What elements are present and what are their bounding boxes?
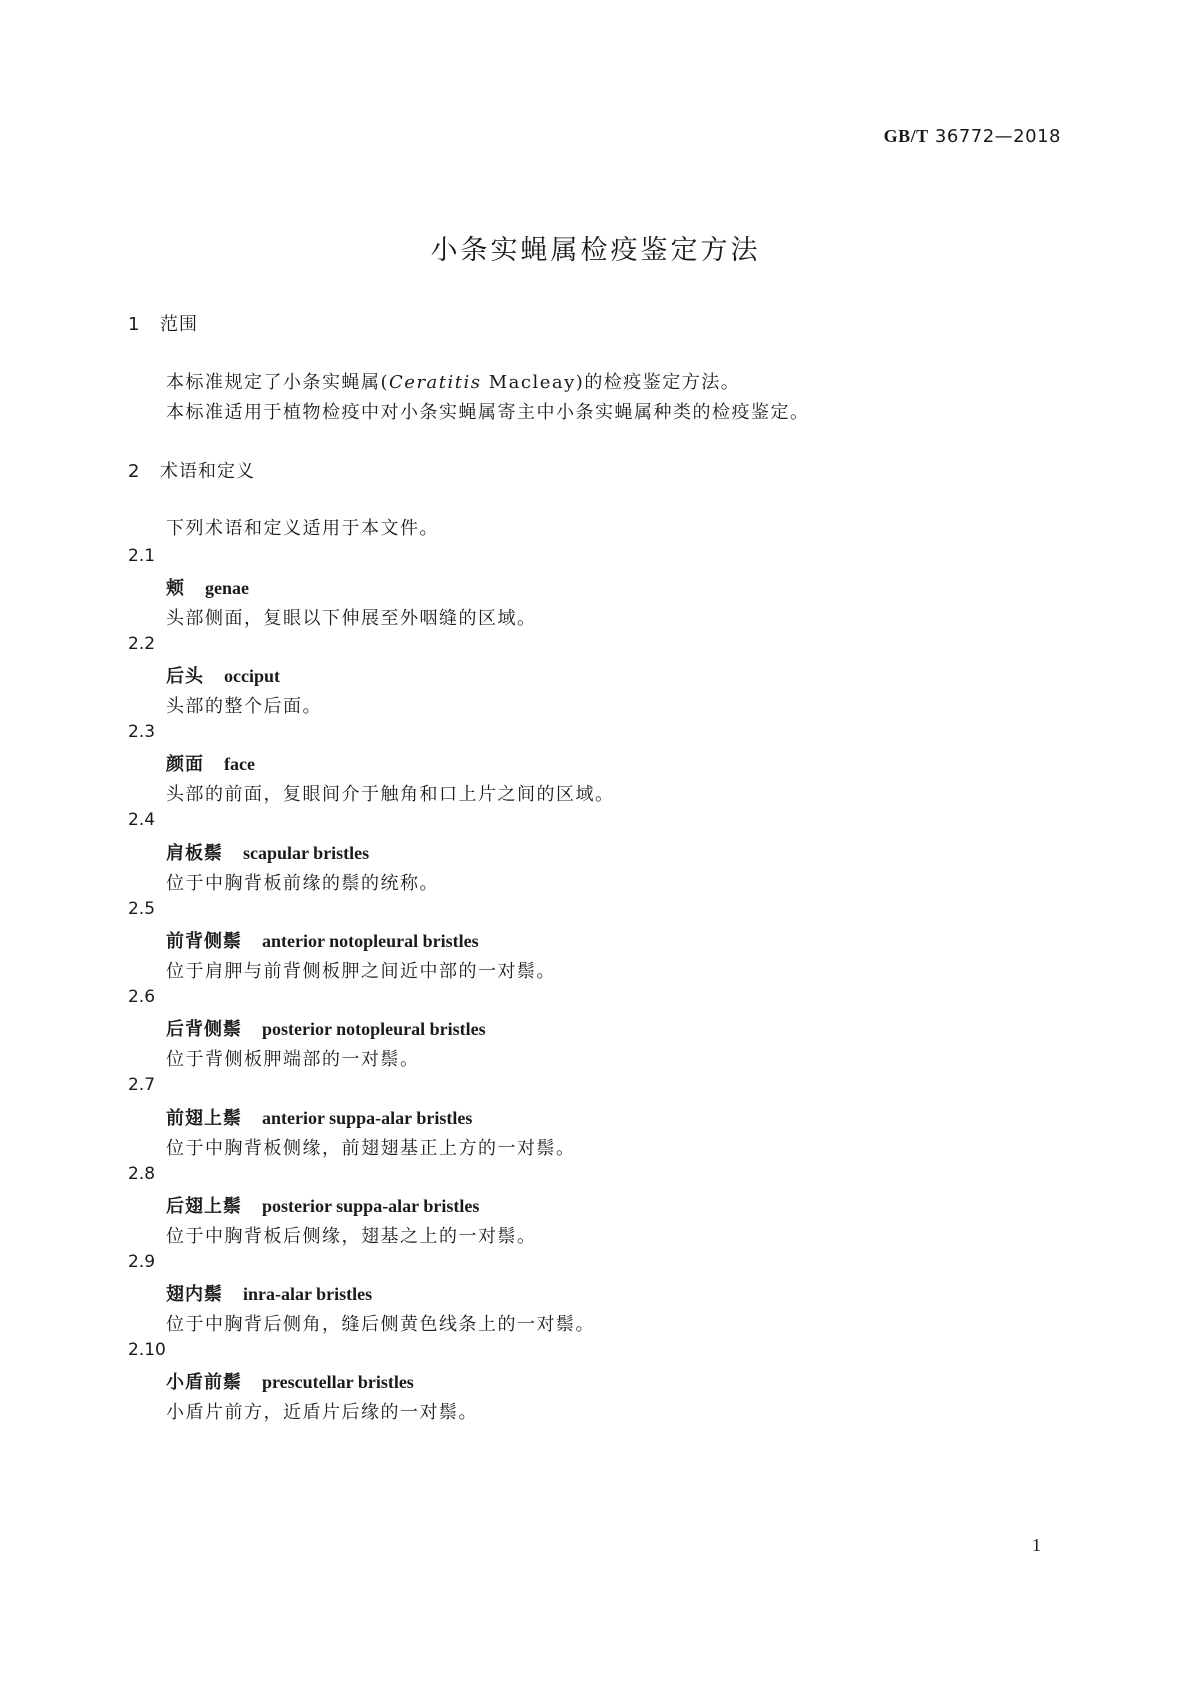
term-zh: 颜面 [166,754,204,775]
term-definition: 位于中胸背板前缘的鬃的统称。 [166,873,439,894]
page-number: 1 [1032,1535,1041,1555]
term-definition: 位于背侧板胛端部的一对鬃。 [166,1049,420,1070]
document-title: 小条实蝇属检疫鉴定方法 [430,235,761,266]
term-number: 2.4 [128,810,156,830]
term-zh: 翅内鬃 [166,1284,223,1305]
term-definition: 位于肩胛与前背侧板胛之间近中部的一对鬃。 [166,961,556,982]
genus-name-italic: Ceratitis [389,372,482,393]
term-heading [166,750,255,776]
term-en: genae [205,578,249,598]
term-zh: 后背侧鬃 [166,1019,242,1040]
term-en: posterior notopleural bristles [262,1019,486,1039]
term-en: occiput [224,666,280,686]
term-en: anterior notopleural bristles [262,931,479,951]
term-number: 2.7 [128,1075,156,1095]
standard-number [884,126,1061,147]
term-definition: 位于中胸背后侧角，缝后侧黄色线条上的一对鬃。 [166,1314,595,1335]
term-definition: 头部的整个后面。 [166,696,322,717]
term-en: posterior suppa-alar bristles [262,1196,480,1216]
term-zh: 后头 [166,666,204,687]
section-2-intro: 下列术语和定义适用于本文件。 [166,518,439,539]
section-2-heading [128,457,255,483]
section-1-para-2: 本标准适用于植物检疫中对小条实蝇属寄主中小条实蝇属种类的检疫鉴定。 [166,402,810,423]
term-number: 2.10 [128,1340,166,1360]
term-heading [166,662,280,688]
section-1-number: 1 [128,314,141,335]
term-heading [166,1104,472,1130]
section-2-title: 术语和定义 [160,461,255,482]
term-heading [166,1192,479,1218]
section-1-title: 范围 [160,314,198,335]
term-definition: 位于中胸背板后侧缘，翅基之上的一对鬃。 [166,1226,537,1247]
term-number: 2.8 [128,1164,156,1184]
term-heading [166,1280,372,1306]
term-heading [166,839,369,865]
section-2-number: 2 [128,461,141,482]
term-en: face [224,754,255,774]
term-number: 2.5 [128,899,156,919]
term-number: 2.2 [128,634,156,654]
term-number: 2.1 [128,546,156,566]
term-heading [166,927,479,953]
term-number: 2.3 [128,722,156,742]
standard-prefix: GB/T [883,126,929,146]
term-definition: 头部侧面，复眼以下伸展至外咽缝的区域。 [166,608,537,629]
term-definition: 小盾片前方，近盾片后缘的一对鬃。 [166,1402,478,1423]
para-1-text-b: Macleay)的检疫鉴定方法。 [481,372,741,393]
term-zh: 肩板鬃 [166,843,223,864]
term-zh: 前翅上鬃 [166,1108,242,1129]
standard-code: 36772—2018 [934,126,1061,147]
term-zh: 后翅上鬃 [166,1196,242,1217]
term-zh: 小盾前鬃 [166,1372,242,1393]
term-definition: 位于中胸背板侧缘，前翅翅基正上方的一对鬃。 [166,1138,576,1159]
section-1-heading [128,310,198,336]
term-zh: 颊 [166,578,185,599]
term-heading [166,1015,486,1041]
term-heading [166,1368,414,1394]
term-en: anterior suppa-alar bristles [262,1108,473,1128]
term-en: prescutellar bristles [262,1372,414,1392]
term-en: scapular bristles [243,843,370,863]
section-1-para-1 [166,368,740,394]
para-1-text-a: 本标准规定了小条实蝇属( [166,372,390,393]
term-en: inra-alar bristles [243,1284,373,1304]
term-heading [166,574,249,600]
term-definition: 头部的前面，复眼间介于触角和口上片之间的区域。 [166,784,615,805]
term-number: 2.6 [128,987,156,1007]
term-zh: 前背侧鬃 [166,931,242,952]
term-number: 2.9 [128,1252,156,1272]
